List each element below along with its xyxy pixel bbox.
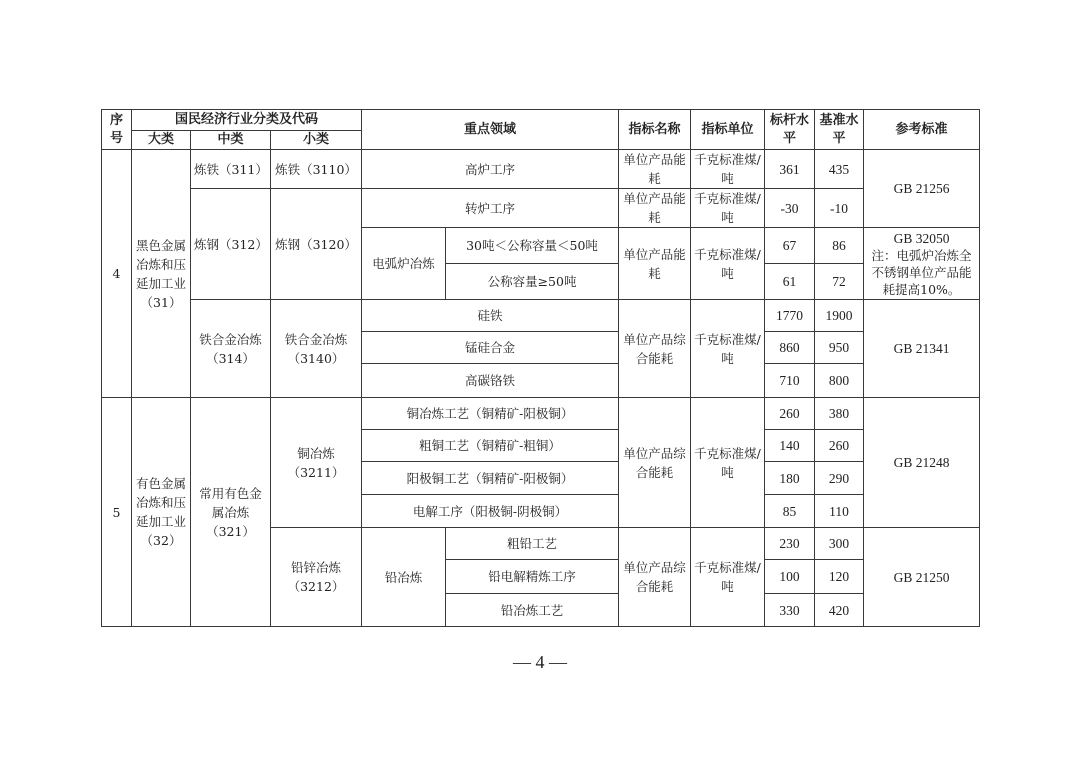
g5-copper-item-baseline: 290 <box>815 462 864 495</box>
g5-leadzinc-item-field: 铅电解精炼工序 <box>446 560 619 594</box>
header-major: 大类 <box>132 131 191 150</box>
g4-eaf-sub1-field: 30吨＜公称容量＜50吨 <box>446 228 619 264</box>
g4-ferroalloy-unit: 千克标准煤/吨 <box>691 300 765 398</box>
g4-ferroalloy-medium: 铁合金冶炼（314） <box>191 300 271 398</box>
g5-leadzinc-indicator: 单位产品综合能耗 <box>619 528 691 627</box>
g5-leadzinc-item-baseline: 120 <box>815 560 864 594</box>
g4-ironmaking-field: 高炉工序 <box>362 150 619 189</box>
header-seq: 序号 <box>102 110 132 150</box>
header-key-field: 重点领域 <box>362 110 619 150</box>
g5-copper-item-baseline: 110 <box>815 495 864 528</box>
g5-leadzinc-minor: 铅锌冶炼（3212） <box>271 528 362 627</box>
g5-leadzinc-item-field: 铅冶炼工艺 <box>446 594 619 627</box>
g4-eaf-sub2-baseline: 72 <box>815 264 864 300</box>
g4-ironmaking-indicator: 单位产品能耗 <box>619 150 691 189</box>
g5-copper-item-baseline: 260 <box>815 430 864 462</box>
g5-leadzinc-item-benchmark: 330 <box>765 594 815 627</box>
g4-eaf-field: 电弧炉冶炼 <box>362 228 446 300</box>
g4-ferroalloy-item-field: 高碳铬铁 <box>362 364 619 398</box>
g4-converter-unit: 千克标准煤/吨 <box>691 189 765 228</box>
g5-leadzinc-unit: 千克标准煤/吨 <box>691 528 765 627</box>
g4-ironmaking-benchmark: 361 <box>765 150 815 189</box>
g4-ferroalloy-item-baseline: 800 <box>815 364 864 398</box>
header-minor: 小类 <box>271 131 362 150</box>
g5-copper-item-field: 阳极铜工艺（铜精矿-阳极铜） <box>362 462 619 495</box>
g5-leadzinc-field: 铅冶炼 <box>362 528 446 627</box>
g4-ferroalloy-indicator: 单位产品综合能耗 <box>619 300 691 398</box>
g5-copper-standard: GB 21248 <box>864 398 980 528</box>
g4-eaf-sub2-field: 公称容量≥50吨 <box>446 264 619 300</box>
g4-eaf-unit: 千克标准煤/吨 <box>691 228 765 300</box>
g4-steelmaking-medium: 炼钢（312） <box>191 189 271 300</box>
g5-leadzinc-standard: GB 21250 <box>864 528 980 627</box>
g5-leadzinc-item-field: 粗铅工艺 <box>446 528 619 560</box>
g5-leadzinc-item-benchmark: 230 <box>765 528 815 560</box>
g4-eaf-sub1-baseline: 86 <box>815 228 864 264</box>
g4-ferroalloy-item-field: 锰硅合金 <box>362 332 619 364</box>
g4-eaf-standard-note: 注：电弧炉冶炼全不锈钢单位产品能耗提高10%。 <box>871 247 972 297</box>
header-industry-classification: 国民经济行业分类及代码 <box>132 110 362 131</box>
header-medium: 中类 <box>191 131 271 150</box>
g4-converter-indicator: 单位产品能耗 <box>619 189 691 228</box>
g4-eaf-standard-code: GB 32050 <box>893 230 950 246</box>
g5-copper-unit: 千克标准煤/吨 <box>691 398 765 528</box>
g5-major: 有色金属冶炼和压延加工业（32） <box>132 398 191 627</box>
g4-ferroalloy-item-benchmark: 860 <box>765 332 815 364</box>
g4-major: 黑色金属冶炼和压延加工业（31） <box>132 150 191 398</box>
g5-copper-item-benchmark: 180 <box>765 462 815 495</box>
g4-ferroalloy-item-benchmark: 1770 <box>765 300 815 332</box>
g4-ferroalloy-standard: GB 21341 <box>864 300 980 398</box>
header-baseline-level: 基准水平 <box>815 110 864 150</box>
g5-seq: 5 <box>102 398 132 627</box>
g5-medium: 常用有色金属冶炼（321） <box>191 398 271 627</box>
g4-ferroalloy-minor: 铁合金冶炼（3140） <box>271 300 362 398</box>
g4-ironmaking-baseline: 435 <box>815 150 864 189</box>
g4-converter-benchmark: -30 <box>765 189 815 228</box>
header-indicator-unit: 指标单位 <box>691 110 765 150</box>
g4-converter-baseline: -10 <box>815 189 864 228</box>
header-indicator-name: 指标名称 <box>619 110 691 150</box>
g4-seq: 4 <box>102 150 132 398</box>
g4-standard-gb21256: GB 21256 <box>864 150 980 228</box>
header-benchmark-level: 标杆水平 <box>765 110 815 150</box>
g4-eaf-sub1-benchmark: 67 <box>765 228 815 264</box>
g4-ferroalloy-item-field: 硅铁 <box>362 300 619 332</box>
header-reference-standard: 参考标准 <box>864 110 980 150</box>
g5-copper-indicator: 单位产品综合能耗 <box>619 398 691 528</box>
g5-copper-item-benchmark: 85 <box>765 495 815 528</box>
g4-eaf-standard <box>864 228 980 300</box>
g4-ironmaking-unit: 千克标准煤/吨 <box>691 150 765 189</box>
g4-ferroalloy-item-benchmark: 710 <box>765 364 815 398</box>
energy-benchmark-table <box>101 109 980 627</box>
g5-copper-item-benchmark: 260 <box>765 398 815 430</box>
g5-copper-item-field: 电解工序（阳极铜-阴极铜） <box>362 495 619 528</box>
g5-leadzinc-item-baseline: 300 <box>815 528 864 560</box>
g5-leadzinc-item-baseline: 420 <box>815 594 864 627</box>
g5-copper-item-field: 粗铜工艺（铜精矿-粗铜） <box>362 430 619 462</box>
g4-ferroalloy-item-baseline: 950 <box>815 332 864 364</box>
g4-eaf-sub2-benchmark: 61 <box>765 264 815 300</box>
g4-ferroalloy-item-baseline: 1900 <box>815 300 864 332</box>
g5-leadzinc-item-benchmark: 100 <box>765 560 815 594</box>
g5-copper-minor: 铜冶炼（3211） <box>271 398 362 528</box>
g5-copper-item-benchmark: 140 <box>765 430 815 462</box>
g4-eaf-indicator: 单位产品能耗 <box>619 228 691 300</box>
g4-ironmaking-medium: 炼铁（311） <box>191 150 271 189</box>
g4-steelmaking-minor: 炼钢（3120） <box>271 189 362 300</box>
g4-converter-field: 转炉工序 <box>362 189 619 228</box>
page-number: — 4 — <box>513 652 567 672</box>
g4-ironmaking-minor: 炼铁（3110） <box>271 150 362 189</box>
g5-copper-item-field: 铜冶炼工艺（铜精矿-阳极铜） <box>362 398 619 430</box>
g5-copper-item-baseline: 380 <box>815 398 864 430</box>
